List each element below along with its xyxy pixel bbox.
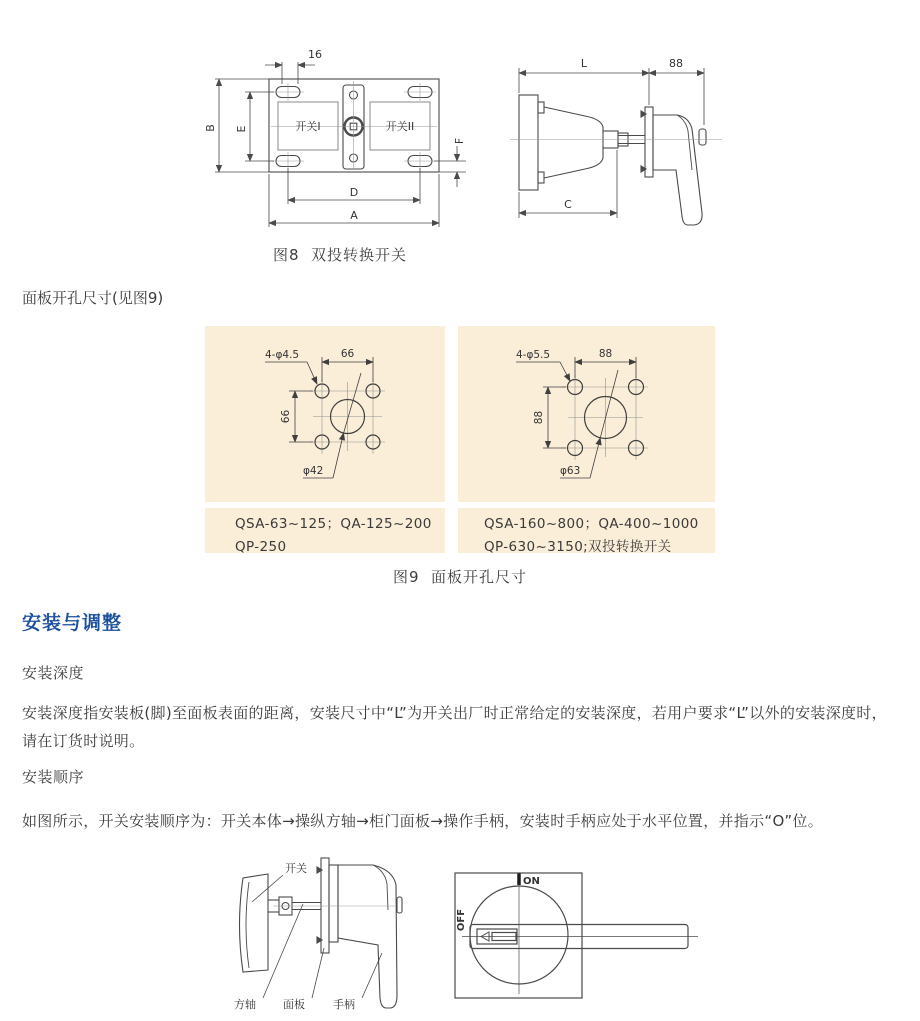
fig9-panel <box>205 326 715 553</box>
handle-knob <box>699 129 706 145</box>
dim-C: C <box>564 198 572 211</box>
fig9-right-cell <box>458 326 715 502</box>
leader-panel <box>312 948 324 998</box>
fig9-right-drawing <box>458 326 715 502</box>
door-panel <box>321 858 329 953</box>
label-shaft: 方轴 <box>234 998 256 1011</box>
dim-height: 88 <box>533 410 545 425</box>
switch2-label: 开关II <box>385 120 415 133</box>
dim-F: F <box>453 137 466 145</box>
dim-D: D <box>349 186 359 199</box>
dim-A: A <box>350 209 358 222</box>
model-range: QSA-63~125；QA-125~200 <box>235 516 432 532</box>
assembly-diagram <box>205 850 420 1021</box>
panel-cutout-note: 面板开孔尺寸(见图9) <box>22 289 164 307</box>
label-panel: 面板 <box>283 998 305 1011</box>
handle-face-diagram <box>450 860 722 1010</box>
subheading-install-order: 安装顺序 <box>22 768 85 786</box>
dim-height: 66 <box>280 409 292 424</box>
dim-L: L <box>580 57 588 70</box>
handle-inner-curve <box>373 865 388 910</box>
subheading-install-depth: 安装深度 <box>22 664 85 682</box>
switch-body-inner <box>246 882 249 968</box>
model-range: QP-630~3150;双投转换开关 <box>484 538 672 555</box>
hole-callout: 4-φ5.5 <box>516 349 551 361</box>
leader-shaft <box>263 904 303 998</box>
bracket-horn-top <box>544 107 603 133</box>
center-hole-callout: φ63 <box>560 465 581 477</box>
switch1-label: 开关I <box>295 120 321 133</box>
operating-handle-side <box>653 115 702 225</box>
dim-width: 66 <box>340 348 355 360</box>
handle-knob <box>397 897 402 913</box>
model-range: QSA-160~800；QA-400~1000 <box>484 516 699 532</box>
dim-E: E <box>235 125 248 133</box>
center-hole-callout: φ42 <box>303 465 324 477</box>
fig9-caption: 图9 面板开孔尺寸 <box>392 568 528 586</box>
dim-88: 88 <box>669 57 683 70</box>
dimension-lines <box>519 68 704 218</box>
label-handle: 手柄 <box>333 998 355 1011</box>
label-off: OFF <box>456 908 467 932</box>
face-plate <box>455 873 582 998</box>
model-range: QP-250 <box>235 538 287 555</box>
fig8-front-view-drawing <box>185 42 475 242</box>
label-on: ON <box>523 876 540 887</box>
bracket-horn-bottom <box>544 146 603 178</box>
section-heading-install-adjust: 安装与调整 <box>22 612 123 634</box>
dim-B: B <box>204 124 217 132</box>
fig9-left-drawing <box>205 326 445 502</box>
fig8-caption: 图8 双投转换开关 <box>272 246 408 264</box>
install-order-paragraph: 如图所示，开关安装顺序为：开关本体→操纵方轴→柜门面板→操作手柄，安装时手柄应处于水平位置，并指示“O”位。 <box>22 812 823 830</box>
fig8-side-view-drawing <box>480 45 760 240</box>
hole-callout: 4-φ4.5 <box>265 349 300 361</box>
fig9-left-cell <box>205 326 445 502</box>
install-depth-paragraph: 安装深度指安装板(脚)至面板表面的距离，安装尺寸中“L”为开关出厂时正常给定的安装深度，若用户要求“L”以外的安装深度时，请在订货时说明。 <box>22 704 887 750</box>
mounting-foot <box>538 102 544 113</box>
handle-flange <box>329 865 338 942</box>
dim-16: 16 <box>308 48 322 61</box>
mounting-plate-side <box>519 95 538 190</box>
switch-body <box>240 874 269 972</box>
panel-plate-side <box>645 107 653 177</box>
fig9-right-models <box>458 508 715 553</box>
dim-width: 88 <box>598 348 613 360</box>
label-switch: 开关 <box>285 862 307 875</box>
mounting-foot <box>538 172 544 183</box>
fig9-left-models <box>205 508 445 553</box>
